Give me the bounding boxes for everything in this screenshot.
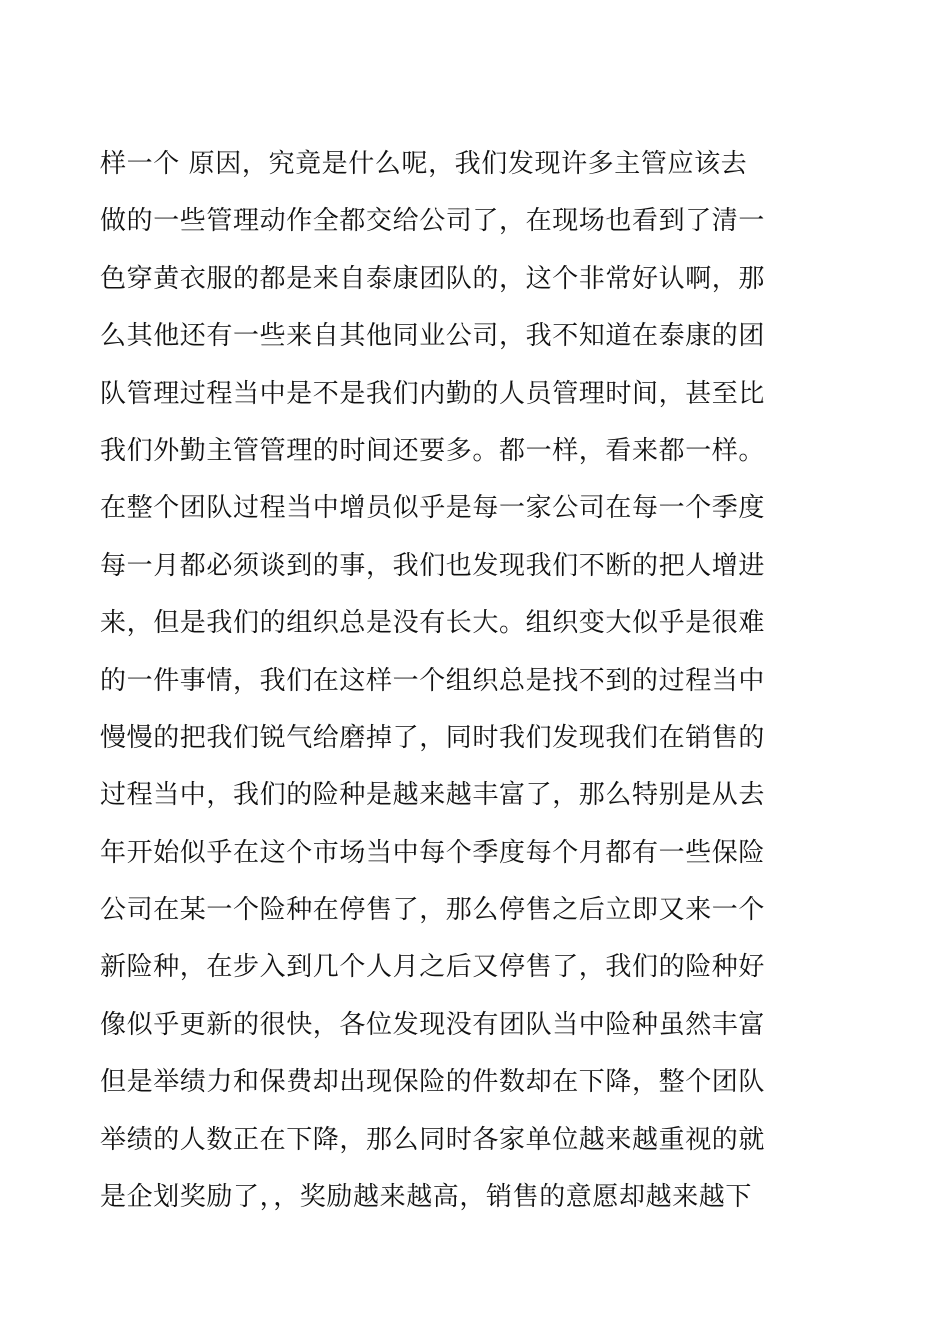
text-line-15: 新险种，在步入到几个人月之后又停售了，我们的险种好 [100,952,766,983]
text-line-3: 色穿黄衣服的都是来自泰康团队的，这个非常好认啊，那 [100,263,766,294]
text-line-6: 我们外勤主管管理的时间还要多。都一样，看来都一样。 [100,435,766,466]
text-line-12: 过程当中，我们的险种是越来越丰富了，那么特别是从去 [100,780,766,811]
text-line-2: 做的一些管理动作全都交给公司了，在现场也看到了清一 [100,206,766,237]
text-line-18: 举绩的人数正在下降，那么同时各家单位越来越重视的就 [100,1124,766,1155]
text-line-16: 像似乎更新的很快，各位发现没有团队当中险种虽然丰富 [100,1009,766,1040]
text-line-7: 在整个团队过程当中增员似乎是每一家公司在每一个季度 [100,493,766,524]
text-line-5: 队管理过程当中是不是我们内勤的人员管理时间，甚至比 [100,378,766,409]
text-line-4: 么其他还有一些来自其他同业公司，我不知道在泰康的团 [100,321,766,352]
text-line-10: 的一件事情，我们在这样一个组织总是找不到的过程当中 [100,665,766,696]
body-text [100,136,800,1226]
text-line-19: 是企划奖励了，，奖励越来越高，销售的意愿却越来越下 [100,1182,753,1213]
text-line-13: 年开始似乎在这个市场当中每个季度每个月都有一些保险 [100,837,766,868]
text-line-17: 但是举绩力和保费却出现保险的件数却在下降，整个团队 [100,1067,766,1098]
text-line-1: 样一个 原因，究竟是什么呢，我们发现许多主管应该去 [100,149,748,179]
text-line-8: 每一月都必须谈到的事，我们也发现我们不断的把人增进 [100,550,766,581]
text-line-11: 慢慢的把我们锐气给磨掉了，同时我们发现我们在销售的 [100,722,766,753]
text-line-14: 公司在某一个险种在停售了，那么停售之后立即又来一个 [100,895,766,926]
text-line-9: 来，但是我们的组织总是没有长大。组织变大似乎是很难 [100,608,766,639]
